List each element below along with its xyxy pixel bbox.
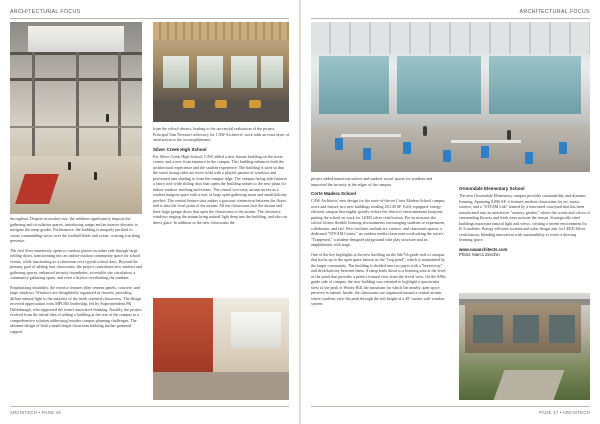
paragraph: from the school district, leading to the successful realization of the project. Principal Tom Newton's advocacy for CAW Architects' work adds an extra layer of satisfaction to the accomplishment.: [153, 126, 289, 142]
paragraph: One of the key highlights is the new building on the 6th/7th grade side of campus that backs up to the open space known as the "frog pond", which is maintained by the larger community. The building is divided into two parts with a "breezeway" and deck/balcony between them. A ramp leads down to a learning area at the level of the pond that provides a perfect framed view from the levels view. On the 6/8th grade side of campus, the new building was oriented to highlight a spectacular view of the peak of Windy Hill, the mountain for which the nearby open space preserve is named. Inside, the classrooms are organized around a central atrium, where students view the peak through the full height of a 28' curtain wall window system.: [311, 251, 446, 306]
folio-left: ARCHITECH • PAGE 46: [10, 410, 62, 415]
library-photo: [153, 22, 289, 122]
exterior-photo: [459, 293, 590, 400]
right-column-1: [311, 176, 447, 311]
running-header-left: ARCHITECTURAL FOCUS: [10, 9, 81, 15]
photo-credit: Photo: Marco Zecchin: [459, 252, 500, 257]
footer-rule-right: [311, 406, 590, 407]
classroom-photo: [311, 22, 590, 172]
running-header-right: ARCHITECTURAL FOCUS: [519, 9, 590, 15]
paragraph: CAW Architects' new design for the state-of-the-art Corte Madera School campus acres and feature two new buildings totaling 28,149 SF. Fully equipped, energy-efficient campus thoroughly greatly reduce the district's environmental footprint, putting the school on track for LEED silver certification. Per its mission, the school fosters flexible learning environments encouraging students to experiment, collaborate, and fail. New facilities include art, science, and classroom spaces, a dedicated "STEAM Center," an outdoor media classroom overlooking the town's "Trappened," a student-designed playground with play structure and an amphitheater with stage.: [311, 198, 446, 247]
paragraph: The first floor seamlessly opens to outdoor plazas on either side through large folding doors, transforming into an indoor-outdoor community space for school events, while functioning as a classroom on a typical school days. Beyond the primary goal of adding four classrooms, the project contributes new outdoor and gathering spaces, enhanced security boundaries, accessible site circulation, a community gathering space, and even a skybox overlooking the stadium.: [10, 247, 142, 280]
folio-right: PAGE 47 • ARCHITECH: [539, 410, 590, 415]
left-column-1: [10, 216, 142, 338]
section-heading-silver-creek: Silver Creek High School: [153, 146, 207, 152]
website-link[interactable]: www.cawarchitects.com: [459, 246, 508, 252]
paragraph: Emphasizing durability, the exterior features fiber cement panels, concrete, and large windows. Windows are thoughtfully organized in clusters, providing diffuse natural light to the majority of the north oriented classrooms. The design received appreciation from MPUSD leadership, led by Superintendent PK Diffenbaugh, who supported the team's innovative thinking. Notably, the project evolved from the initial idea of adding a building at the rear of the campus to a comprehensive solution addressing broader campus planning challenges. The ultimate design of both a small single classroom building further garnered support: [10, 284, 142, 334]
red-corridor-photo: [153, 298, 289, 400]
left-column-2: [153, 126, 289, 229]
paragraph: throughout. Despite its modest size, the addition significantly impacts the gathering and circulation spaces, introducing ramps and an interior elevator to navigate the steep grades. Furthermore, the building is uniquely perched to create commanding views over the football fields and ocean, creating a striking presence.: [10, 216, 141, 243]
header-rule-right: [311, 18, 590, 19]
atrium-photo: [10, 22, 142, 214]
right-page: [301, 0, 600, 424]
paragraph: project added numerous indoor and outdoor social spaces for students and improved the security at the edges of the campus.: [311, 176, 433, 187]
section-heading-ormondale: Ormondale Elementary School: [459, 186, 525, 191]
paragraph: For Silver Creek High School, CAW added a new feature building on the street corner, and a new front entrance to the campus. This building enhances both the architectural experience and the student experience. The building is sited so that the street facing sides are more solid with a playful pattern of windows and perforated rain shading to form the campus edge. The campus facing side features a fancy tool-wide sliding door that opens the building atrium to the new plaza for indoor-outdoor teaching and events. The central two-story atrium serves as a student hangout space with a mix of large open gathering areas and small balcony perches. The central feature stair makes a gracious connection between the floors, and is also the focal point of the atrium. All ten classrooms face the atrium and have large garage doors that open the classrooms to the atrium. The clerestory windows ringing the atrium bring natural light deep into the building, and also cut direct glare. In addition to the new classrooms the: [153, 153, 288, 225]
paragraph: The new Ormondale Elementary campus provides sustainability and dynamic learning. Spanning 8,896 SF, it features modern classrooms for art, music, science, and a "STEAM Lab" framed by a renovated courtyard that has been transformed into an interactive "sensory garden," where the scents and colors of surrounding flowers and fresh trees activate the senses. Strategically sited buildings maximize natural light and views, creating a serene environment for K-3 students. Energy-efficient systems and solar design aim for LEED Silver certification, blending innovation with sustainability to foster a thriving learning space.: [459, 193, 590, 242]
section-heading-corte-madera: Corte Madera School: [311, 191, 357, 196]
left-page: [0, 0, 299, 424]
right-column-2: [459, 186, 590, 258]
header-rule-left: [10, 18, 289, 19]
footer-rule-left: [10, 406, 289, 407]
